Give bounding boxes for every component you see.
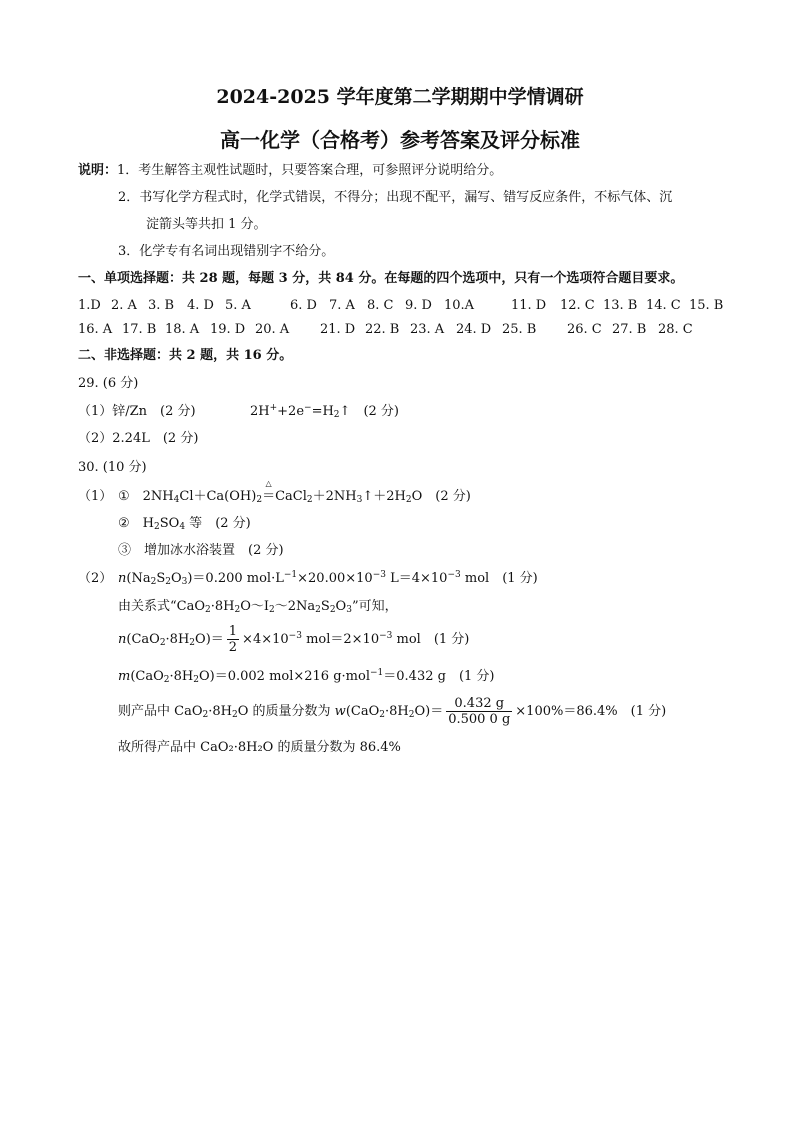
notes-line-1 <box>78 163 502 179</box>
answer-item: 12. C <box>560 298 595 313</box>
answer-item: 4. D <box>187 298 214 313</box>
notes-label: 说明： <box>78 163 118 178</box>
answer-item: 17. B <box>122 322 157 337</box>
answer-item: 28. C <box>658 322 693 337</box>
answer-item: 25. B <box>502 322 537 337</box>
calc-score: (1 分) <box>433 632 470 647</box>
heat-equals-sign: △ ＝ <box>262 479 276 504</box>
q30-reaction-equation: ① $2NH_4Cl+Ca(OH)_2$ △ $=CaCl_2+2NH_3↑+2H_2O$ (2 分) <box>118 479 471 505</box>
answer-item: 9. D <box>405 298 432 313</box>
q30-eq-score: (2 分) <box>435 489 471 504</box>
q30-item2-score: (2 分) <box>215 516 251 531</box>
note-2-line-b: 淀箭头等共扣 1 分。 <box>146 217 267 232</box>
calc-line-mass-fraction: 则产品中 $CaO_2\cdot 8H_2O$ 的质量分数为 $w(CaO_2\cdot 8H_2O)=$ $\frac{0.432 g}{0.500 0 g}$ ×100%＝86.4% (1 分) <box>118 696 667 727</box>
answer-item: 6. D <box>290 298 317 313</box>
answer-item: 10.A <box>444 298 475 313</box>
q30-part2-label: （2） <box>78 571 113 586</box>
answer-key-title: 高一化学（合格考）参考答案及评分标准 <box>220 128 580 152</box>
calc-score: (1 分) <box>630 704 667 719</box>
answer-item: 11. D <box>511 298 547 313</box>
note-1: 1．考生解答主观性试题时，只要答案合理，可参照评分说明给分。 <box>117 163 503 178</box>
q29-part1-answer: （1）锌/Zn (2 分) <box>78 404 196 419</box>
calc-conclusion: 故所得产品中 CaO₂·8H₂O 的质量分数为 86.4% <box>118 740 401 755</box>
calc-score: (1 分) <box>458 669 495 684</box>
q29-part1 <box>78 404 196 420</box>
q30-part1-item3: ③ 增加冰水浴装置 (2 分) <box>118 543 284 558</box>
calc-line-moles-thiosulfate: $n(Na_2S_2O_3)=0.200$ $mol\cdot L^{-1}\times 20.00\times 10^{-3}$ $L=4\times 10^{-3}$ mol (1 分) <box>118 570 538 587</box>
answer-item: 19. D <box>210 322 246 337</box>
calc-line-moles-peroxide: $n(CaO_2\cdot 8H_2O)=$ $\frac{1}{2}$ $\times 4\times 10^{-3}$ $mol=2\times 10^{-3}$ mol (1 分) <box>118 624 470 655</box>
answer-item: 2. A <box>111 298 137 313</box>
mass-fraction-text-a: 则产品中 CaO <box>118 704 203 719</box>
q29-eq-score: (2 分) <box>363 404 399 419</box>
q30-part1-item2: ② $H_2SO_4$ 等 (2 分) <box>118 516 251 532</box>
mass-fraction <box>446 696 512 727</box>
fraction-numerator: 0.432 g <box>446 696 512 712</box>
exam-title: 2024-2025 学年度第二学期期中学情调研 <box>216 86 584 108</box>
answer-item: 5. A <box>225 298 251 313</box>
q29-heading: 29. (6 分) <box>78 376 139 391</box>
answer-item: 24. D <box>456 322 492 337</box>
calc-line-mass: $m(CaO_2\cdot 8H_2O)=0.002$ mol×216 g·mol$^{-1}$＝0.432 g (1 分) <box>118 668 495 685</box>
fraction-denominator: 0.500 0 g <box>448 712 511 727</box>
section1-heading: 一、单项选择题：共 28 题，每题 3 分，共 84 分。在每题的四个选项中，只有一个选项符合题目要求。 <box>78 271 684 286</box>
answer-item: 13. B <box>603 298 638 313</box>
answer-item: 26. C <box>567 322 602 337</box>
relation-text-b: ”可知， <box>351 599 398 614</box>
answer-item: 1.D <box>78 298 101 313</box>
answer-item: 7. A <box>329 298 355 313</box>
half-fraction: $\frac{1}{2}$ <box>228 624 238 655</box>
q29-part2: （2）2.24L (2 分) <box>78 431 199 446</box>
answer-item: 3. B <box>148 298 175 313</box>
calc-line-relation: 由关系式“$CaO_2\cdot 8H_2O\sim I_2\sim 2Na_2S_2O_3$”可知， <box>118 599 398 615</box>
q30-heading: 30. (10 分) <box>78 460 147 475</box>
answer-item: 23. A <box>410 322 445 337</box>
q29-electrode-equation: $2H^++2e^-=H_2↑$ (2 分) <box>250 403 399 420</box>
answer-item: 18. A <box>165 322 200 337</box>
answer-item: 27. B <box>612 322 647 337</box>
note-3: 3．化学专有名词出现错别字不给分。 <box>118 244 335 259</box>
mass-fraction-result: ×100%＝86.4% <box>515 704 618 719</box>
q30-part1-label: （1） <box>78 489 113 504</box>
answer-item: 8. C <box>367 298 394 313</box>
answer-item: 21. D <box>320 322 356 337</box>
section2-heading: 二、非选择题：共 2 题，共 16 分。 <box>78 348 293 363</box>
relation-text-a: 由关系式“CaO <box>118 599 206 614</box>
answer-item: 22. B <box>365 322 400 337</box>
answer-item: 15. B <box>689 298 724 313</box>
calc-score: (1 分) <box>502 571 538 586</box>
note-2-line-a: 2．书写化学方程式时，化学式错误，不得分；出现不配平，漏写、错写反应条件，不标气体、沉 <box>118 190 673 205</box>
mass-fraction-text-b: 的质量分数为 <box>252 704 331 719</box>
answer-item: 16. A <box>78 322 113 337</box>
answer-item: 20. A <box>255 322 290 337</box>
answer-item: 14. C <box>646 298 681 313</box>
